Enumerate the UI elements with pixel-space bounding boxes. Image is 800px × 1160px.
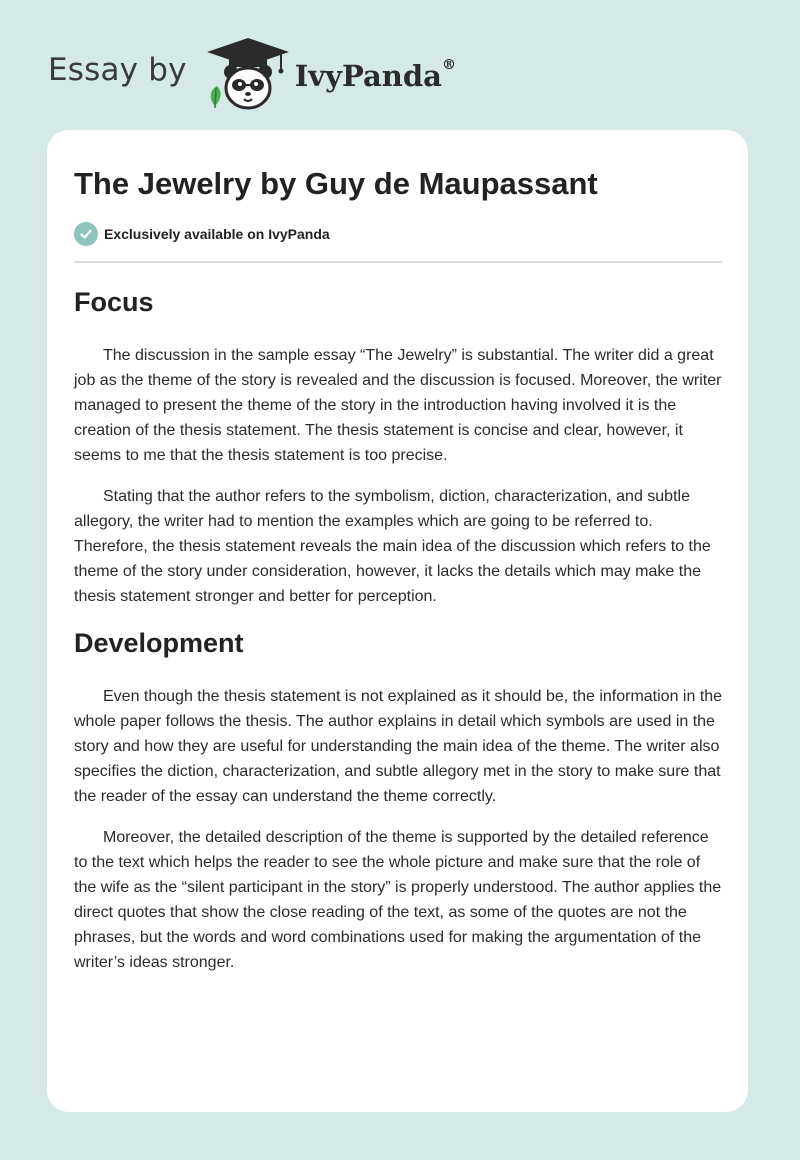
section-heading-development: Development: [74, 628, 244, 658]
section-heading-focus: Focus: [74, 287, 154, 317]
check-circle-icon: [74, 222, 98, 246]
exclusive-badge-label: Exclusively available on IvyPanda: [104, 226, 330, 242]
paragraph: Even though the thesis statement is not explained as it should be, the information in the whole paper follows the thesis. The author explains in detail which symbols are used in the story and how they are useful for understanding the main idea of the theme. The writer also specifies the diction, characterization, and subtle allegory met in the story to make sure that the reader of the essay can understand the theme correctly.: [74, 688, 723, 805]
exclusive-badge: [74, 222, 330, 246]
essay-by-label: Essay by: [48, 52, 187, 88]
paragraph: Stating that the author refers to the symbolism, diction, characterization, and subtle allegory, the writer had to mention the examples which are going to be referred to. Therefore, the thesis statement reveals the main idea of the discussion which refers to the theme of the story under consideration, however, it lacks the details which may make the thesis statement stronger and better for perception.: [74, 488, 711, 605]
site-header: [48, 34, 456, 114]
paragraph: Moreover, the detailed description of the theme is supported by the detailed reference to the text which helps the reader to see the whole picture and make sure that the role of the wife as the “silent participant in the story” is properly understood. The author applies the direct quotes that show the close reading of the text, as some of the quotes are not the phrases, but the words and word combinations used for making the argumentation of the writer’s ideas stronger.: [74, 829, 722, 971]
panda-graduate-icon: [205, 36, 291, 112]
brand-name[interactable]: IvyPanda®: [294, 57, 456, 93]
page-title: The Jewelry by Guy de Maupassant: [74, 166, 598, 201]
registered-mark: ®: [441, 57, 456, 73]
essay-body: [74, 280, 724, 975]
paragraph: The discussion in the sample essay “The Jewelry” is substantial. The writer did a great job as the theme of the story is revealed and the discussion is focused. Moreover, the writer managed to present the theme of the story in the introduction having involved it is the creation of the thesis statement. The thesis statement is concise and clear, however, it seems to me that the thesis statement is too precise.: [74, 347, 722, 464]
essay-card: [47, 130, 748, 1112]
title-divider: [74, 261, 722, 263]
